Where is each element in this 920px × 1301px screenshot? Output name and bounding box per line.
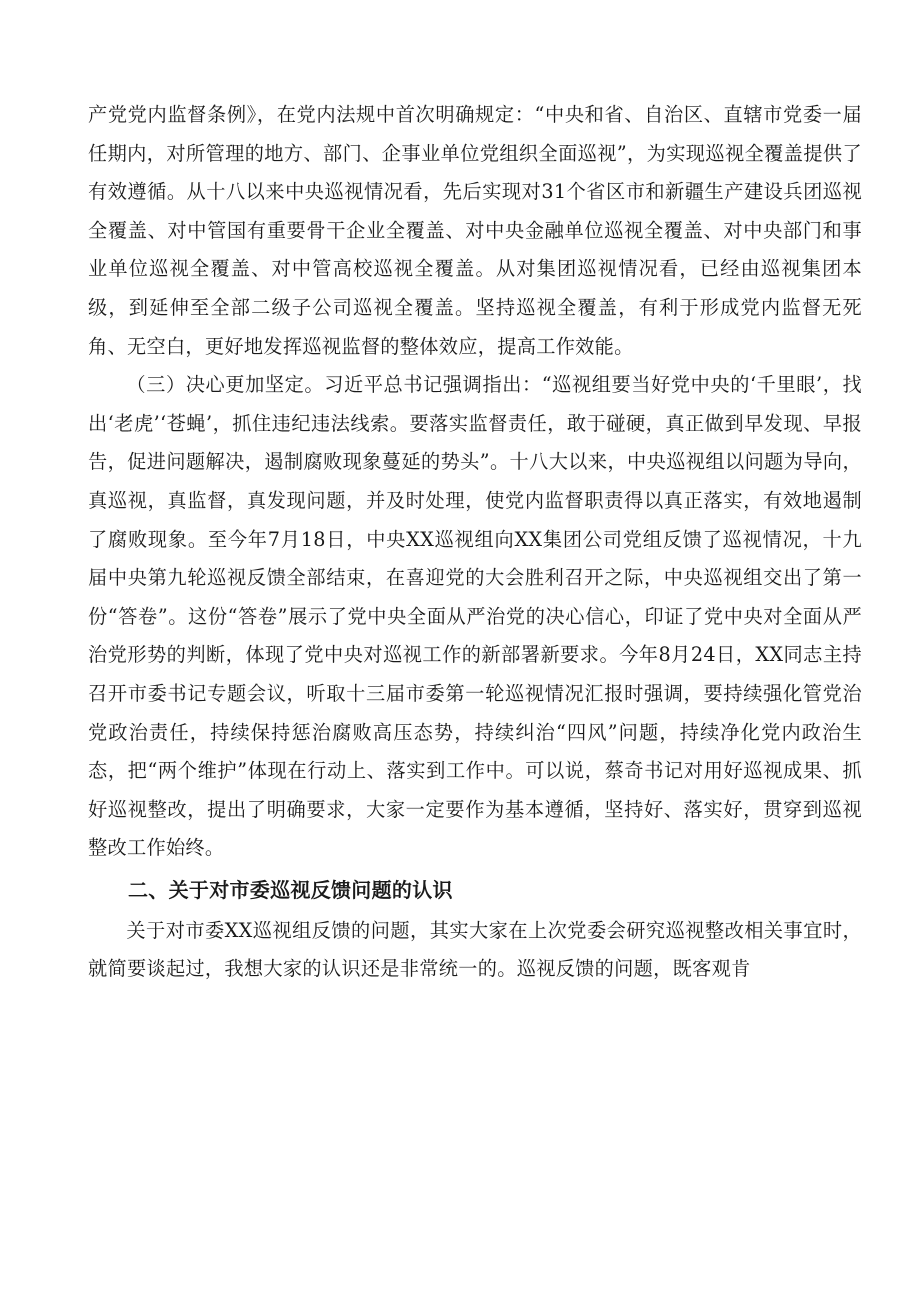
paragraph-section-intro: 关于对市委XX巡视组反馈的问题，其实大家在上次党委会研究巡视整改相关事宜时，就简要谈起过，我想大家的认识还是非常统一的。巡视反馈的问题，既客观肯	[88, 918, 862, 981]
section-heading: 二、关于对市委巡视反馈问题的认识	[128, 877, 453, 902]
paragraph-continuation: 产党党内监督条例》，在党内法规中首次明确规定：“中央和省、自治区、直辖市党委一届任期内，对所管理的地方、部门、企事业单位党组织全面巡视”，为实现巡视全覆盖提供了有效遵循。从十八以来中央巡视情况看，先后实现对31个省区市和新疆生产建设兵团巡视全覆盖、对中管国有重要骨干企业全覆盖、对中央金融单位巡视全覆盖、对中央部门和事业单位巡视全覆盖、对中管高校巡视全覆盖。从对集团巡视情况看，已经由巡视集团本级，到延伸至全部二级子公司巡视全覆盖。坚持巡视全覆盖，有利于形成党内监督无死角、无空白，更好地发挥巡视监督的整体效应，提高工作效能。	[88, 103, 862, 358]
paragraph-determination: （三）决心更加坚定。习近平总书记强调指出：“巡视组要当好党中央的‘千里眼’，找出‘老虎’‘苍蝇’，抓住违纪违法线索。要落实监督责任，敢于碰硬，真正做到早发现、早报告，促进问题解决，遏制腐败现象蔓延的势头”。十八大以来，中央巡视组以问题为导向，真巡视，真监督，真发现问题，并及时处理，使党内监督职责得以真正落实，有效地遏制了腐败现象。至今年7月18日，中央XX巡视组向XX集团公司党组反馈了巡视情况，十九届中央第九轮巡视反馈全部结束，在喜迎党的大会胜利召开之际，中央巡视组交出了第一份“答卷”。这份“答卷”展示了党中央全面从严治党的决心信心，印证了党中央对全面从严治党形势的判断，体现了党中央对巡视工作的新部署新要求。今年8月24日，XX同志主持召开市委书记专题会议，听取十三届市委第一轮巡视情况汇报时强调，要持续强化管党治党政治责任，持续保持惩治腐败高压态势，持续纠治“四风”问题，持续净化党内政治生态，把“两个维护”体现在行动上、落实到工作中。可以说，蔡奇书记对用好巡视成果、抓好巡视整改，提出了明确要求，大家一定要作为基本遵循，坚持好、落实好，贯穿到巡视整改工作始终。	[88, 373, 862, 860]
